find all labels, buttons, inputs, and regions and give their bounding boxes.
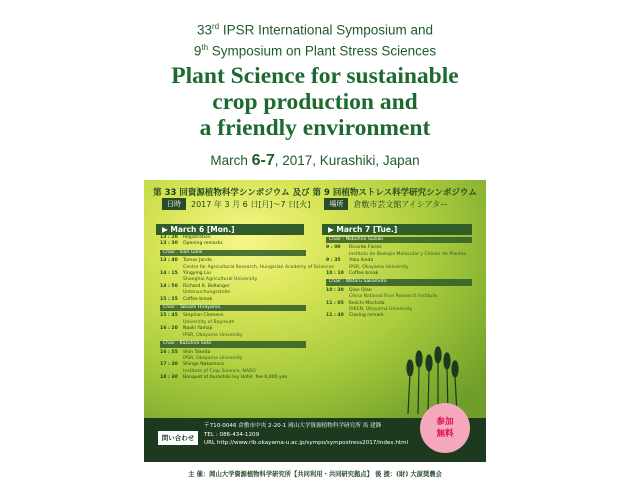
- date-tag: 日時: [162, 198, 186, 210]
- program-row: 11 : 05 Keiichi Mochida: [326, 300, 385, 306]
- program-row: 10 : 30 Qian Qian: [326, 287, 372, 293]
- affiliation: Institute of Crop Science, NARO: [183, 368, 256, 374]
- date-value: 2017 年 3 月 6 日[月]〜7 日[火]: [191, 199, 311, 209]
- day1-heading: ▶ March 6 [Mon.]: [156, 224, 304, 235]
- affiliation: Instituto de Biologia Molecular y Celular de Plantas: [349, 251, 467, 257]
- program-row: 13 : 20 Registration: [160, 235, 211, 240]
- venue-tag: 場所: [324, 198, 348, 210]
- program-row: 15 : 45 Stephan Clemens: [160, 313, 224, 319]
- event-date: March 6-7, 2017, Kurashiki, Japan: [210, 152, 420, 169]
- symposium-line-1: 33rd IPSR International Symposium and: [196, 22, 433, 38]
- affiliation: RIKEN, Okayama University: [349, 307, 413, 313]
- program-row: 10 : 10 Coffee break: [326, 271, 379, 277]
- day2-program: [326, 235, 472, 320]
- contact-address: 〒710-0046 倉敷市中央 2-20-1 岡山大学資源植物科学研究所 馬 建鋒: [204, 423, 382, 429]
- chair-label: Chair : Kazuhiro Sato: [160, 341, 306, 347]
- main-title: Plant Science for sustainable crop production and a friendly environment: [171, 63, 459, 141]
- program-row: 14 : 15 Yingying Liu: [160, 271, 211, 277]
- chair-label: Chair : Nobuhiro Suzuki: [326, 237, 472, 243]
- affiliation: IPSR, Okayama University: [349, 264, 409, 270]
- chair-label: Chair : Takashi Hirayama: [160, 305, 306, 311]
- affiliation: Centre for Agricultural Research, Hungarian Academy of Sciences: [183, 264, 334, 270]
- program-row: 11 : 40 Closing remark: [326, 313, 384, 319]
- organizer-footer: 主 催：岡山大学資源植物科学研究所【共同利用・共同研究拠点】 後 援：(財) 大原奨農会: [188, 471, 442, 478]
- affiliation: University of Bayreuth: [183, 319, 235, 325]
- day1-program: [160, 235, 334, 382]
- program-row: 14 : 50 Richard K. Bellanger: [160, 283, 230, 289]
- affiliation: China National Rice Research Institute: [349, 294, 438, 300]
- day2-heading: ▶ March 7 [Tue.]: [322, 224, 472, 235]
- program-row: 15 : 25 Coffee break: [160, 296, 213, 302]
- chair-label: Chair : Wataru Sakamoto: [326, 279, 472, 285]
- program-row: 9 : 00 Ricardo Flores: [326, 245, 382, 251]
- poster: [144, 0, 486, 487]
- program-row: 16 : 55 Shin Takeda: [160, 349, 211, 355]
- program-row: 16 : 20 Naoki Yamaji: [160, 326, 213, 332]
- affiliation: Shanghai Agricultural University: [183, 277, 258, 283]
- affiliation: IPSR, Okayama University: [183, 332, 243, 338]
- jp-title: 第 33 回資源植物科学シンポジウム 及び 第 9 回植物ストレス科学研究シンポジウム: [153, 188, 477, 198]
- symposium-line-2: 9th Symposium on Plant Stress Sciences: [193, 42, 437, 58]
- venue-value: 倉敷市芸文館アイシアター: [353, 199, 449, 209]
- contact-label: 問い合わせ: [158, 431, 198, 445]
- affiliation: IPSR, Okayama University: [183, 355, 243, 361]
- free-admission-badge: 参加 無料: [420, 403, 470, 453]
- program-row: 17 : 30 Shingo Nakamura: [160, 362, 224, 368]
- program-row: 13 : 30 Opening remarks: [160, 241, 223, 247]
- contact-tel: TEL : 086-434-1209: [204, 431, 260, 438]
- symposium-names: [144, 18, 486, 59]
- program-row: 18 : 30 Banquet at Kurashiki Ivy Hotel fee 6,000 yen: [160, 375, 288, 381]
- chair-label: Chair : Ivan Galis: [160, 250, 306, 256]
- contact-details: [204, 422, 434, 448]
- poster-header: [144, 0, 486, 180]
- affiliation: Untersuchungsstelle: [183, 290, 231, 296]
- jp-date-venue: [162, 198, 472, 210]
- contact-url[interactable]: URL http://www.rib.okayama-u.ac.jp/sympo/sympostress2017/index.html: [204, 440, 409, 447]
- program-row: 13 : 40 Tamas Janda: [160, 258, 212, 264]
- program-row: 9 : 35 Yoko Ikeda: [326, 258, 374, 264]
